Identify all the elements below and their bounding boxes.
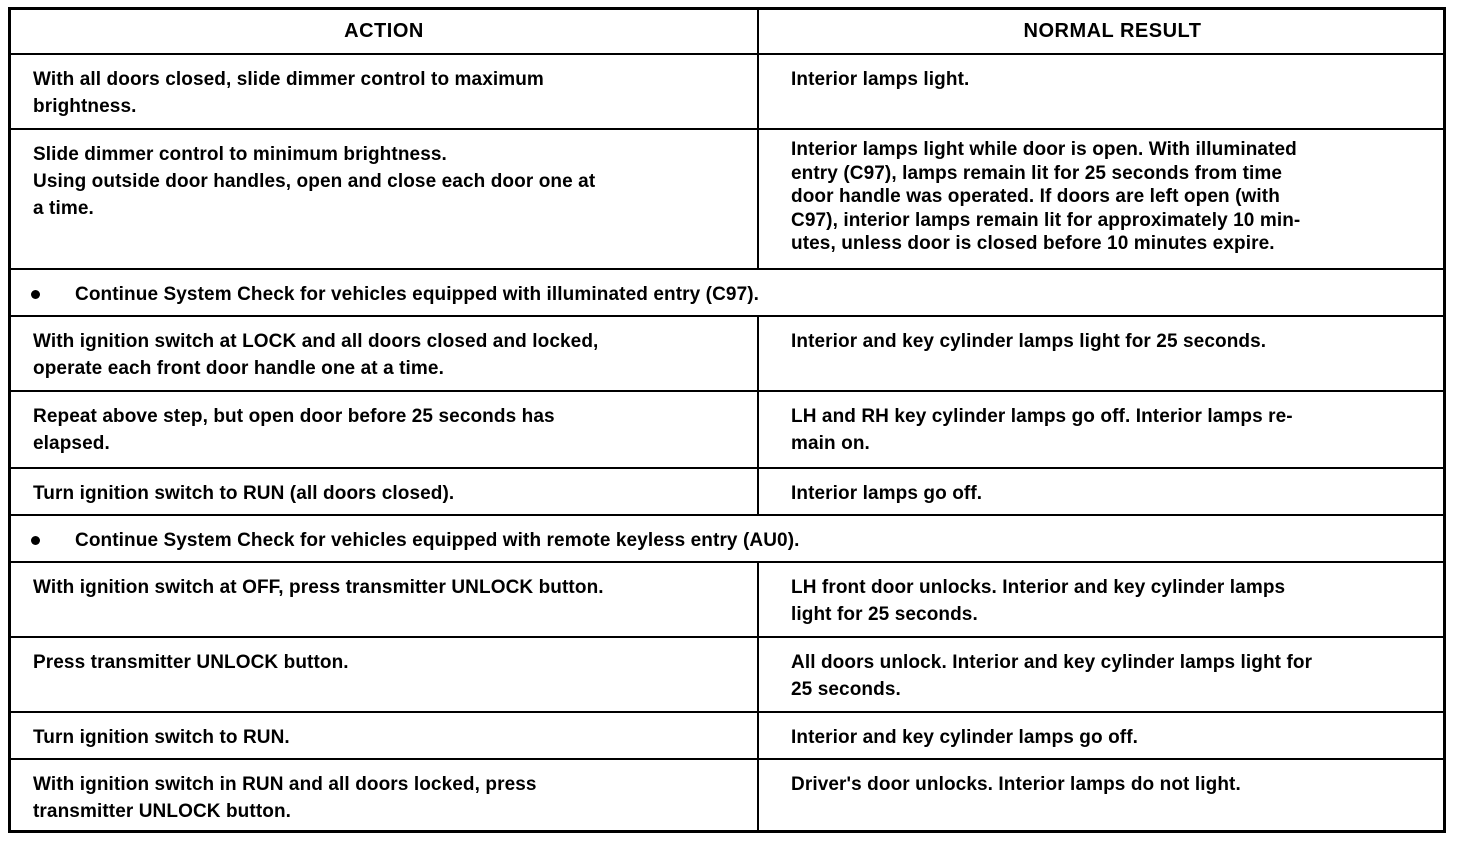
result-line: Interior and key cylinder lamps go off. bbox=[791, 727, 1139, 748]
action-line: With ignition switch in RUN and all doors locked, press bbox=[33, 774, 537, 795]
action-line: brightness. bbox=[33, 96, 137, 117]
result-line: Interior and key cylinder lamps light for 25 seconds. bbox=[791, 331, 1267, 352]
header-normal-result: NORMAL RESULT bbox=[759, 10, 1446, 55]
result-line: main on. bbox=[791, 433, 870, 454]
action-cell bbox=[11, 469, 759, 516]
result-cell bbox=[759, 392, 1446, 469]
bullet-icon bbox=[31, 536, 40, 545]
result-cell bbox=[759, 130, 1446, 270]
action-line: With ignition switch at OFF, press transmitter UNLOCK button. bbox=[33, 577, 604, 598]
action-cell bbox=[11, 55, 759, 130]
note-row bbox=[11, 270, 1446, 317]
action-line: a time. bbox=[33, 198, 94, 219]
action-line: Turn ignition switch to RUN. bbox=[33, 727, 290, 748]
action-line: Repeat above step, but open door before 25 seconds has bbox=[33, 406, 555, 427]
result-line: C97), interior lamps remain lit for approximately 10 min- bbox=[791, 209, 1301, 231]
result-line: Interior lamps light while door is open. With illuminated bbox=[791, 139, 1297, 160]
action-line: Using outside door handles, open and close each door one at bbox=[33, 171, 596, 192]
result-cell bbox=[759, 317, 1446, 392]
action-cell bbox=[11, 638, 759, 713]
result-line: Interior lamps light. bbox=[791, 69, 970, 90]
bullet-icon bbox=[31, 290, 40, 299]
result-line: light for 25 seconds. bbox=[791, 604, 978, 625]
result-line: door handle was operated. If doors are left open (with bbox=[791, 186, 1280, 207]
result-line: All doors unlock. Interior and key cylinder lamps light for bbox=[791, 652, 1313, 673]
result-line: 25 seconds. bbox=[791, 679, 901, 700]
result-cell bbox=[759, 55, 1446, 130]
system-check-table bbox=[8, 7, 1446, 833]
action-cell bbox=[11, 317, 759, 392]
result-line: LH front door unlocks. Interior and key cylinder lamps bbox=[791, 577, 1286, 598]
action-line: transmitter UNLOCK button. bbox=[33, 801, 292, 822]
result-line: entry (C97), lamps remain lit for 25 seconds from time bbox=[791, 162, 1283, 184]
note-row bbox=[11, 516, 1446, 563]
action-cell bbox=[11, 760, 759, 830]
action-line: With all doors closed, slide dimmer control to maximum bbox=[33, 69, 544, 90]
result-cell bbox=[759, 469, 1446, 516]
result-cell bbox=[759, 760, 1446, 830]
result-cell bbox=[759, 638, 1446, 713]
result-line: Driver's door unlocks. Interior lamps do not light. bbox=[791, 774, 1241, 795]
action-line: operate each front door handle one at a time. bbox=[33, 358, 444, 379]
result-cell bbox=[759, 563, 1446, 638]
action-cell bbox=[11, 130, 759, 270]
action-cell bbox=[11, 392, 759, 469]
action-line: With ignition switch at LOCK and all doors closed and locked, bbox=[33, 331, 599, 352]
action-line: elapsed. bbox=[33, 433, 110, 454]
note-text: Continue System Check for vehicles equipped with illuminated entry (C97). bbox=[75, 284, 760, 305]
action-cell bbox=[11, 713, 759, 760]
result-line: LH and RH key cylinder lamps go off. Interior lamps re- bbox=[791, 406, 1293, 427]
result-cell bbox=[759, 713, 1446, 760]
result-line: utes, unless door is closed before 10 minutes expire. bbox=[791, 233, 1275, 254]
result-line: Interior lamps go off. bbox=[791, 483, 983, 504]
action-line: Press transmitter UNLOCK button. bbox=[33, 652, 349, 673]
action-cell bbox=[11, 563, 759, 638]
action-line: Turn ignition switch to RUN (all doors closed). bbox=[33, 483, 455, 504]
note-text: Continue System Check for vehicles equipped with remote keyless entry (AU0). bbox=[75, 530, 800, 551]
header-action: ACTION bbox=[11, 10, 759, 55]
action-line: Slide dimmer control to minimum brightness. bbox=[33, 144, 447, 165]
